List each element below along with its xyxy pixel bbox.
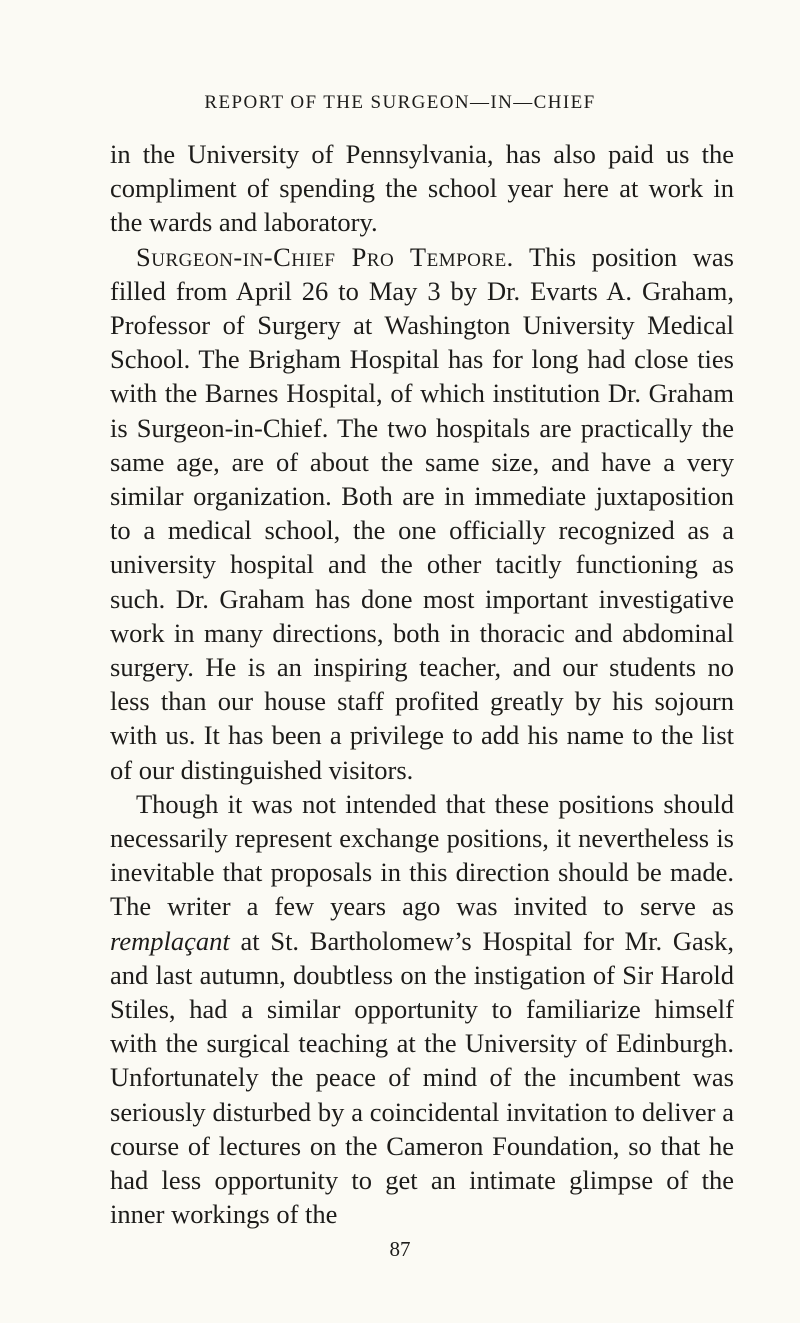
page-number: 87: [389, 1237, 411, 1261]
paragraph-text: This position was filled from April 26 to May 3 by Dr. Evarts A. Graham, Professor of Surgery at Washington University Medical School. The Brigham Hospital has for long had close ties with the Barnes Hospital, of which institution Dr. Graham is Surgeon-in-Chief. The two hospitals are practically the same age, are of about the same size, and have a very similar organization. Both are in immediate juxtaposition to a medical school, the one officially recognized as a university hospital and the other tacitly functioning as such. Dr. Graham has done most important investigative work in many directions, both in thoracic and abdominal surgery. He is an inspiring teacher, and our students no less than our house staff profited greatly by his sojourn with us. It has been a privilege to add his name to the list of our distinguished visitors.: [110, 241, 734, 785]
running-head: REPORT OF THE SURGEON—IN—CHIEF: [204, 92, 596, 113]
body-text: [110, 137, 734, 1232]
paragraph-continued: [110, 137, 734, 240]
paragraph-exchange-positions: [110, 787, 734, 1232]
paragraph-surgeon-pro-tempore: [110, 240, 734, 787]
italic-term: remplaçant: [110, 925, 230, 956]
paragraph-text: Though it was not intended that these positions should necessarily represent exchange positions, it nevertheless is inevitable that proposals in this direction should be made. The writer a few years ago was invited to serve as: [110, 788, 734, 922]
section-heading: Surgeon-in-Chief Pro Tempore.: [136, 241, 514, 272]
paragraph-text: at St. Bartholomew’s Hospital for Mr. Gask, and last autumn, doubtless on the instigation of Sir Harold Stiles, had a similar opportunity to familiarize himself with the surgical teaching at the University of Edinburgh. Unfortunately the peace of mind of the incumbent was seriously disturbed by a coincidental invitation to deliver a course of lectures on the Cameron Foundation, so that he had less opportunity to get an intimate glimpse of the inner workings of the: [110, 925, 734, 1230]
paragraph-text: in the University of Pennsylvania, has also paid us the compliment of spending the school year here at work in the wards and laboratory.: [110, 139, 734, 238]
